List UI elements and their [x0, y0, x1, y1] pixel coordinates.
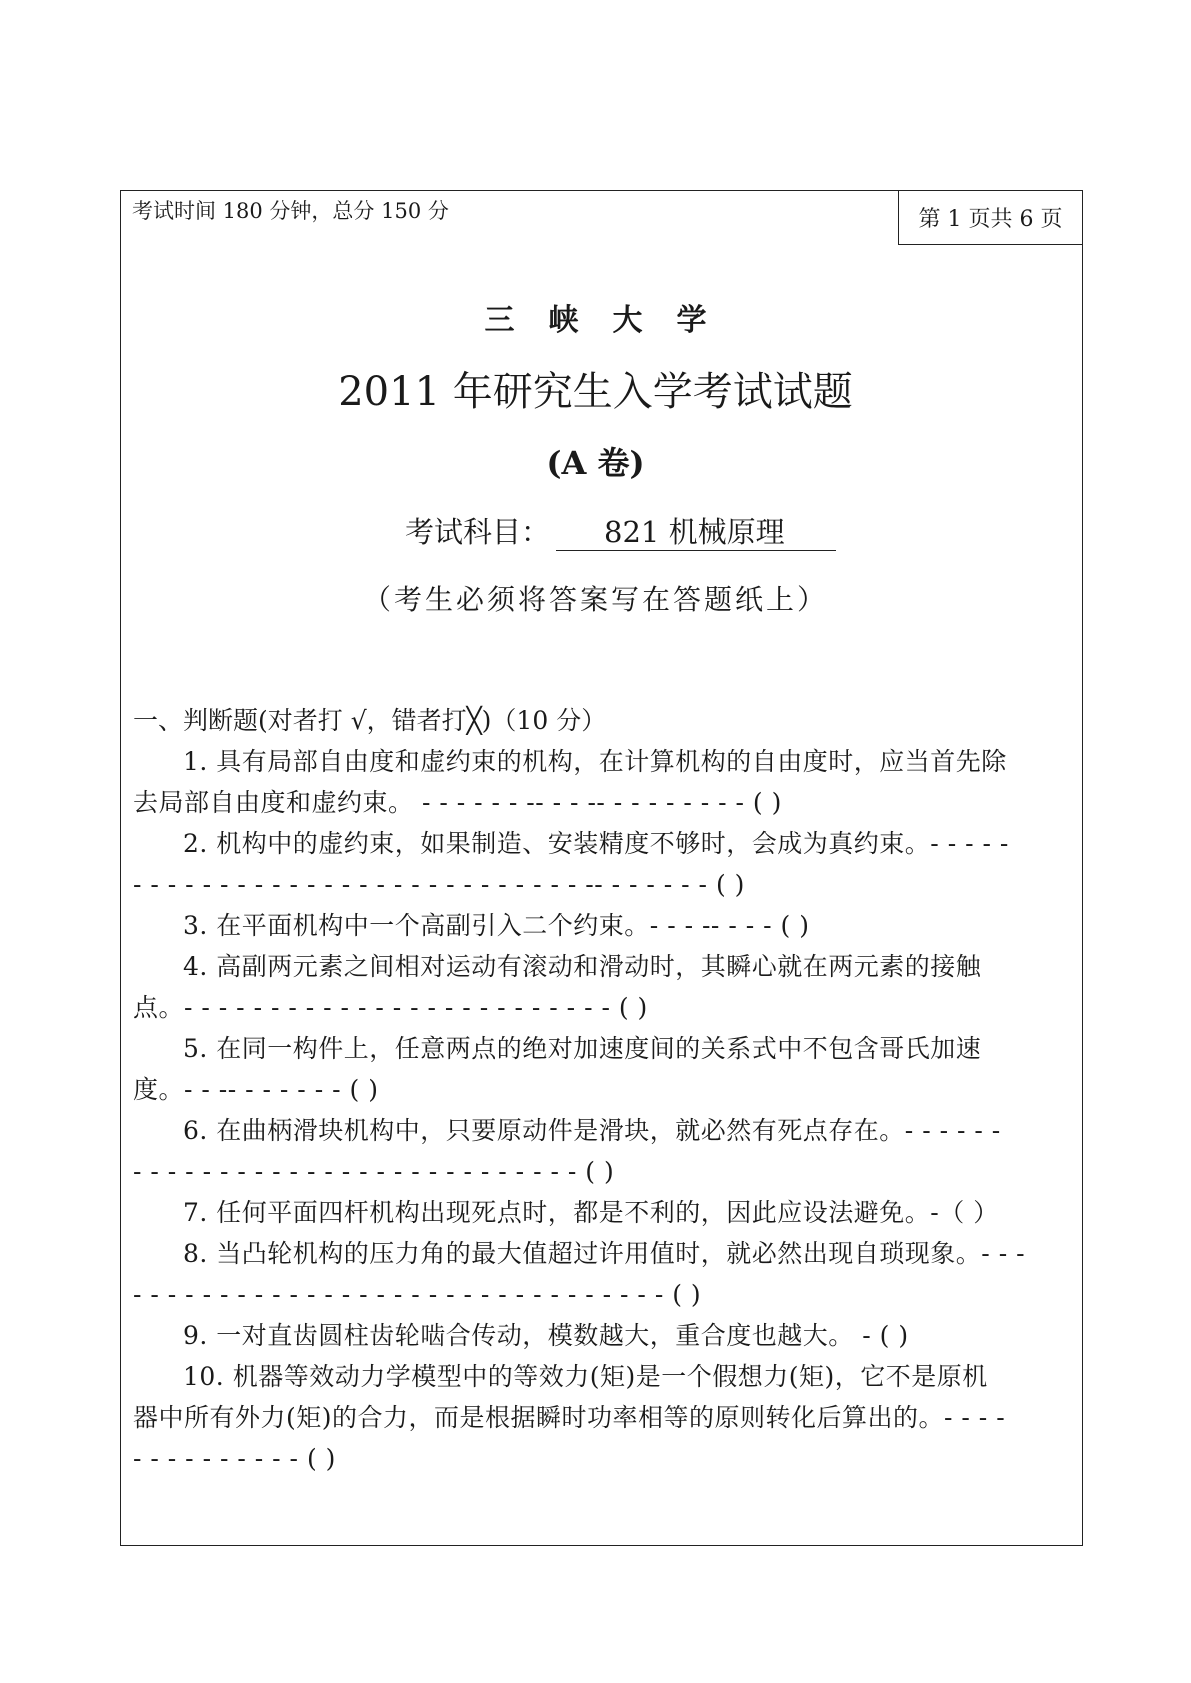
university-name: 三峡大学: [484, 303, 741, 338]
question-line: 1. 具有局部自由度和虚约束的机构，在计算机构的自由度时，应当首先除: [183, 747, 1007, 776]
question-line: 2. 机构中的虚约束，如果制造、安装精度不够时，会成为真约束。- - - - -: [183, 829, 1009, 858]
question-line: 10. 机器等效动力学模型中的等效力(矩)是一个假想力(矩)，它不是原机: [183, 1362, 988, 1391]
question-line: - - - - - - - - - - - - - - - - - - - - - - - - - - - - - - - ( ): [133, 1280, 702, 1309]
question-line: 9. 一对直齿圆柱齿轮啮合传动，模数越大，重合度也越大。 - ( ): [183, 1321, 909, 1350]
subject-line: [405, 510, 836, 551]
page-number-box: 第 1 页共 6 页: [898, 190, 1083, 245]
question-list: [133, 741, 1068, 1479]
subject-label: 考试科目：: [405, 515, 551, 549]
question-line: 去局部自由度和虚约束。 - - - - - - -- - - -- - - - - - - - - ( ): [133, 788, 782, 817]
question-line: 度。- - -- - - - - - - ( ): [133, 1075, 379, 1104]
exam-title: 2011 年研究生入学考试试题: [338, 369, 853, 415]
question-line: 点。- - - - - - - - - - - - - - - - - - - - - - - - - ( ): [133, 993, 648, 1022]
question-line: - - - - - - - - - - - - - - - - - - - - - - - - - - -- - - - - - - ( ): [133, 870, 745, 899]
question-line: 8. 当凸轮机构的压力角的最大值超过许用值时，就必然出现自琐现象。- - -: [183, 1239, 1026, 1268]
question-line: 3. 在平面机构中一个高副引入二个约束。- - - -- - - - ( ): [183, 911, 810, 940]
question-line: 4. 高副两元素之间相对运动有滚动和滑动时，其瞬心就在两元素的接触: [183, 952, 982, 981]
question-line: - - - - - - - - - - - - - - - - - - - - - - - - - - ( ): [133, 1157, 615, 1186]
exam-time-text: 考试时间 180 分钟，总分 150 分: [132, 199, 449, 223]
true-false-section: [133, 700, 1068, 1479]
subject-value: 821 机械原理: [556, 514, 836, 551]
paper-type: (A 卷): [546, 444, 645, 482]
question-line: 6. 在曲柄滑块机构中，只要原动件是滑块，就必然有死点存在。- - - - - -: [183, 1116, 1001, 1145]
question-line: 7. 任何平面四杆机构出现死点时，都是不利的，因此应设法避免。-（ ）: [183, 1198, 999, 1227]
question-line: 5. 在同一构件上，任意两点的绝对加速度间的关系式中不包含哥氏加速: [183, 1034, 982, 1063]
question-line: 器中所有外力(矩)的合力，而是根据瞬时功率相等的原则转化后算出的。- - - -: [133, 1403, 1006, 1432]
section-heading: 一、判断题(对者打 √，错者打╳)（10 分）: [133, 706, 607, 735]
answer-sheet-note: （考生必须将答案写在答题纸上）: [362, 583, 828, 616]
question-line: - - - - - - - - - - ( ): [133, 1444, 336, 1473]
